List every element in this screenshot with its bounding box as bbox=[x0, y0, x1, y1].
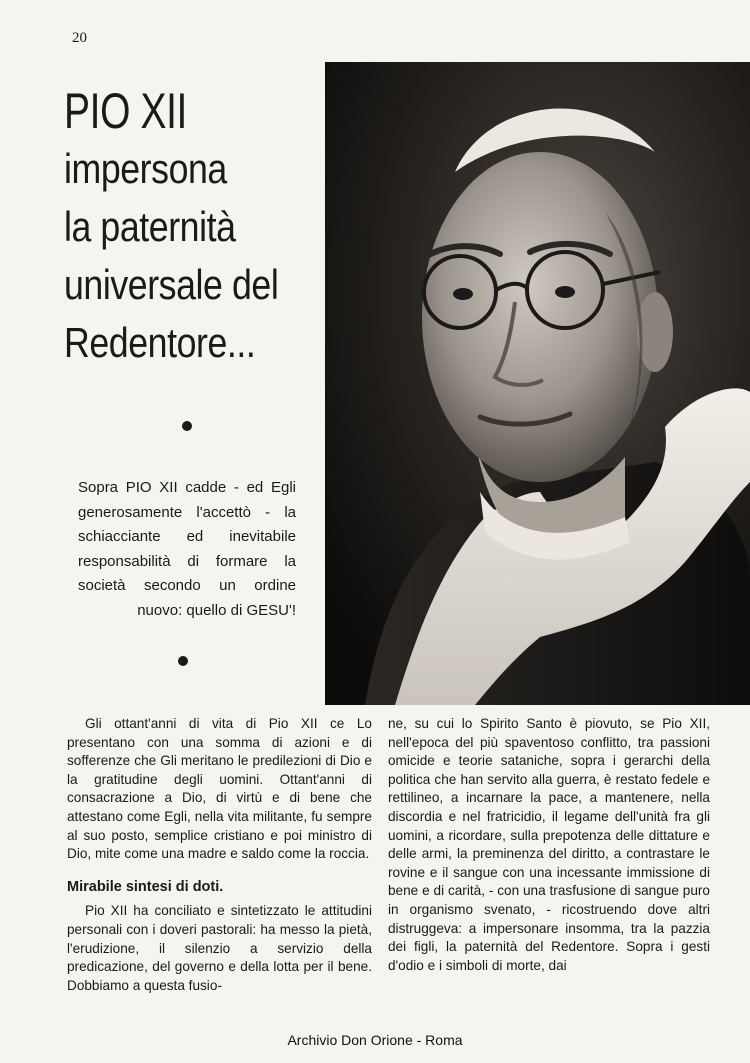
article-paragraph-1: Gli ottant'anni di vita di Pio XII ce Lo presentano con una somma di azioni e di sofferenze che Gli meritano le predilezioni di Dio e la gratitudine degli uomini. Ottant'anni di consacrazione a Dio, di virtù e di bene che attestano come Egli, nella vita militante, fu sempre al suo posto, semplice cristiano e poi ministro di Dio, mite come una madre e saldo come la roccia. bbox=[67, 716, 372, 862]
article-paragraph-2: Pio XII ha conciliato e sintetizzato le attitudini personali con i doveri pastorali: ha messo la pietà, l'erudizione, il silenzio a servizio della predicazione, del governo e della lotta per il bene. Dobbiamo a questa fusio- bbox=[67, 903, 372, 993]
title-line-4: universale del bbox=[64, 261, 279, 308]
article-column-left bbox=[67, 715, 372, 995]
title-line-3: la paternità bbox=[64, 203, 236, 250]
portrait-illustration bbox=[325, 62, 750, 705]
portrait-photo bbox=[325, 62, 750, 705]
intro-paragraph: Sopra PIO XII cadde - ed Egli generosamente l'accettò - la schiacciante ed inevitabile responsabilità di formare la società secondo un ordine nuovo: quello di GESU'! bbox=[78, 479, 296, 619]
article-paragraph-3: ne, su cui lo Spirito Santo è piovuto, se Pio XII, nell'epoca del più spaventoso conflitto, tra passioni omicide e teorie sataniche, sopra i gerarchi della politica che han servito alla guerra, è restato fedele e rettilineo, a incarnare la pace, a mantenere, nella discordia e nel fratricidio, il legame dell'unità fra gli uomini, a ricordare, sulla prepotenza delle dittature e delle armi, la preminenza del diritto, a contrastare le rovine e il sangue con una incessante immissione di bene e di carità, - con una trasfusione di sangue puro in organismo svenato, - ricostruendo dove altri distruggeva: a impersonare insomma, tra la pazzia dei figli, la paternità del Redentore. Sopra i gesti d'odio e i simboli di morte, dai bbox=[388, 716, 710, 973]
title-line-5: Redentore... bbox=[64, 319, 256, 366]
title-line-1: PIO XII bbox=[64, 83, 187, 139]
section-subheading: Mirabile sintesi di doti. bbox=[67, 878, 224, 895]
archive-footer: Archivio Don Orione - Roma bbox=[287, 1032, 463, 1048]
page-number: 20 bbox=[72, 30, 87, 46]
title-line-2: impersona bbox=[64, 145, 227, 192]
article-column-right bbox=[388, 715, 710, 975]
bullet-ornament-bottom bbox=[178, 656, 188, 666]
article-title bbox=[64, 82, 324, 372]
bullet-ornament-top bbox=[182, 421, 192, 431]
